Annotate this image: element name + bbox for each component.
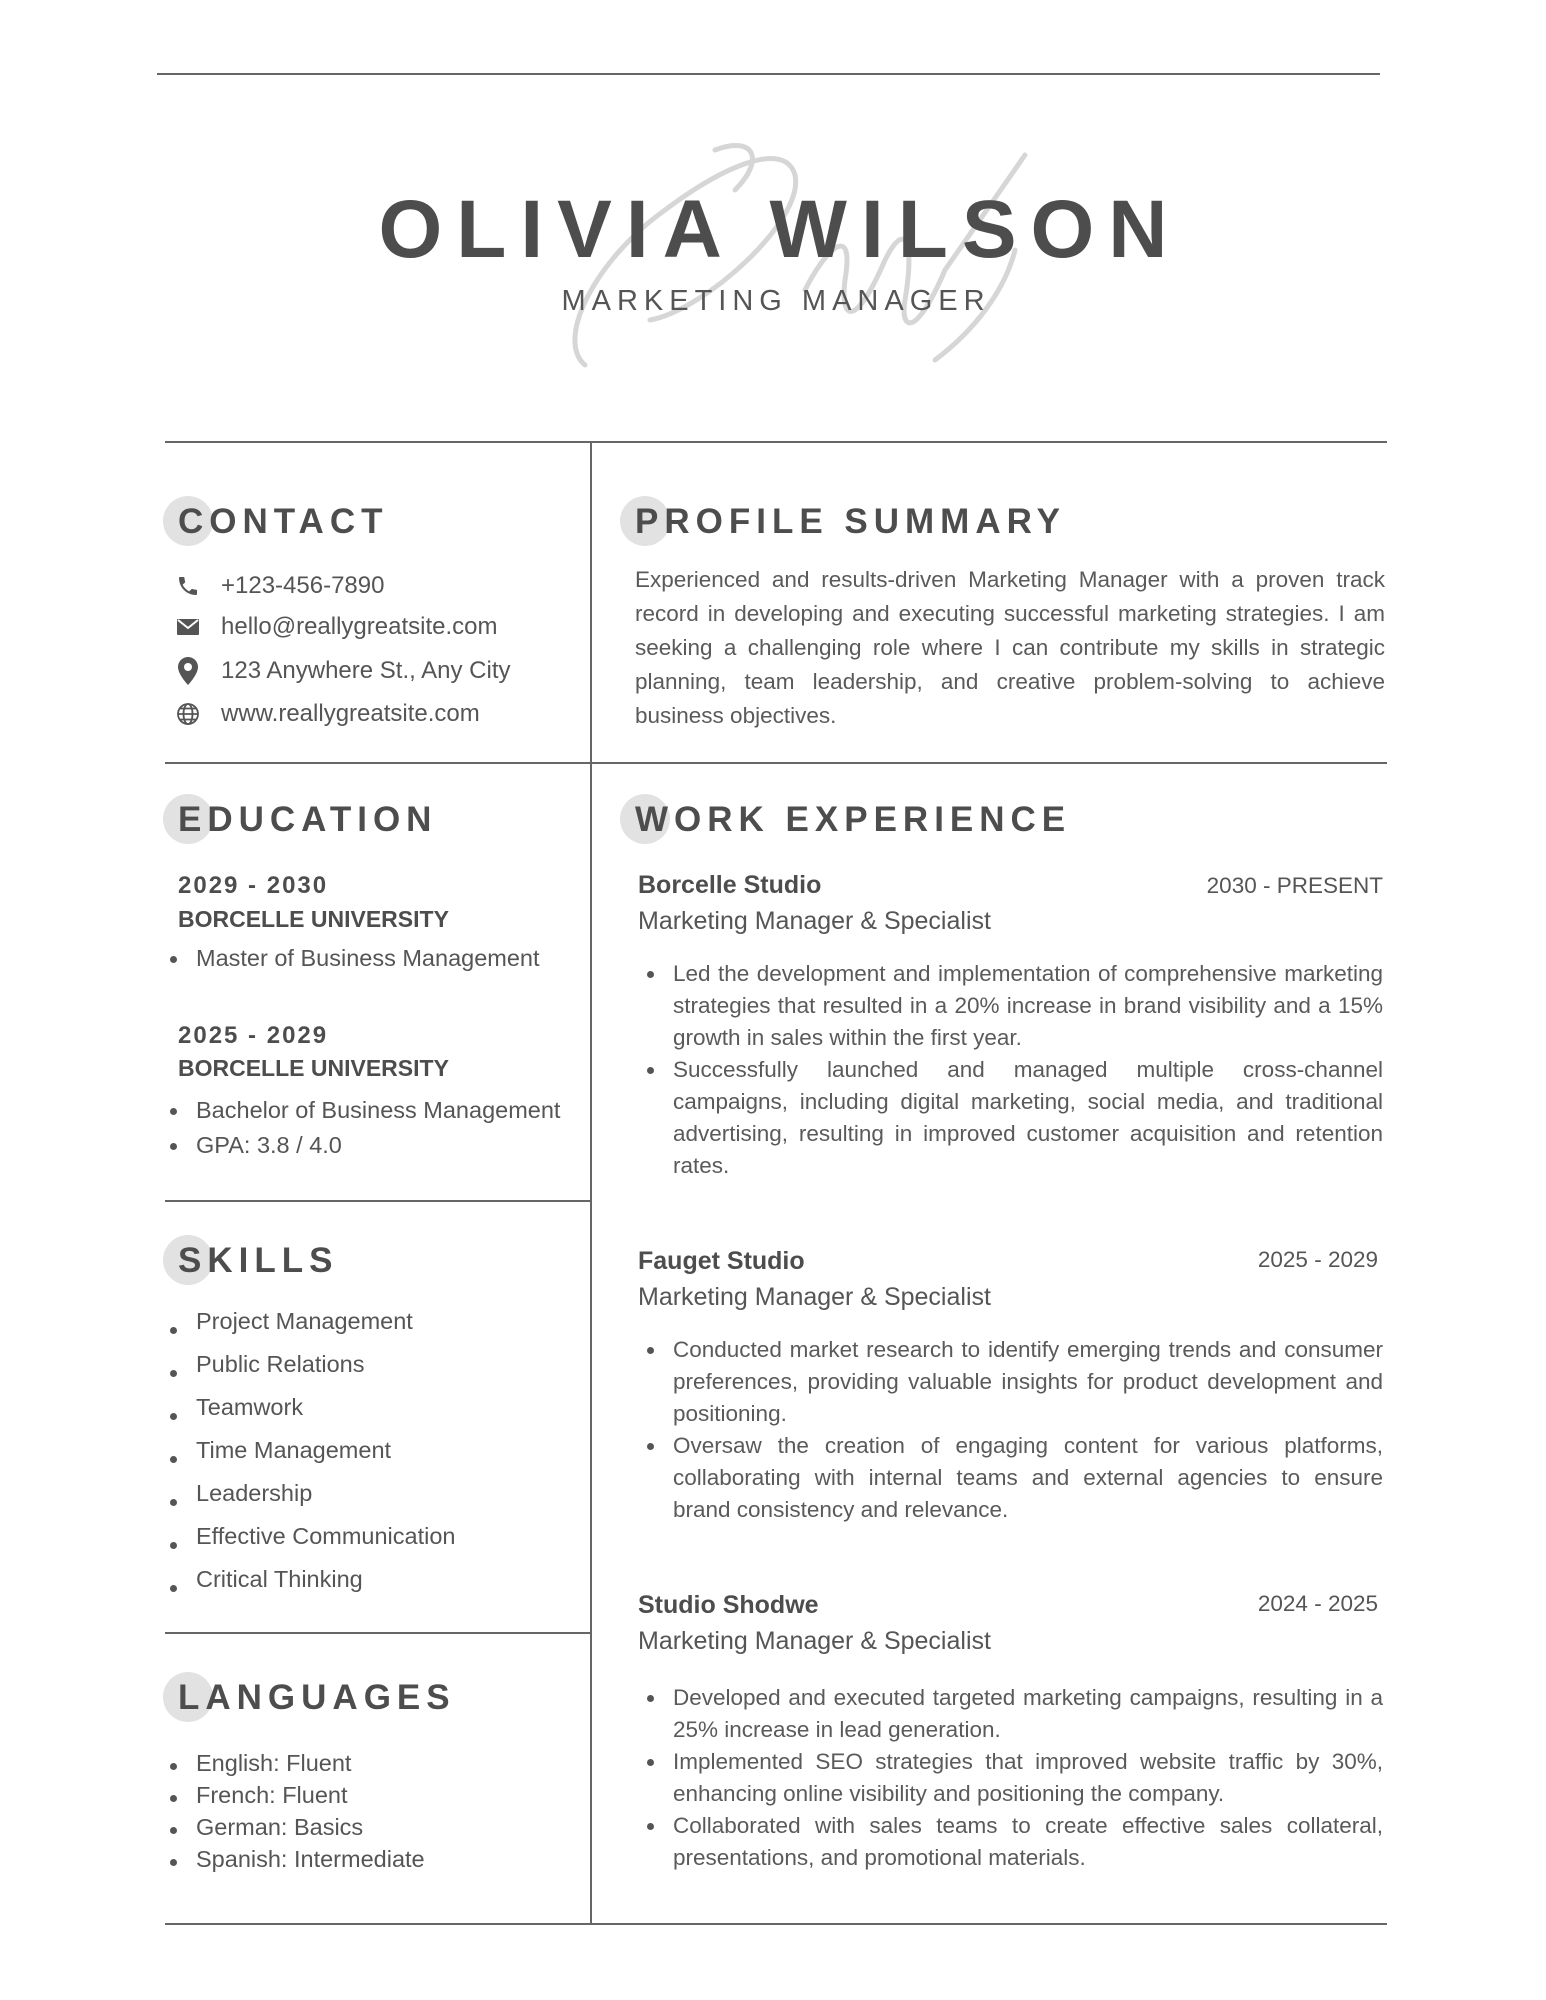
- contact-phone: [173, 570, 384, 602]
- list-item: Oversaw the creation of engaging content for various platforms, collaborating with internal teams and external agencies to ensure brand consistency and relevance.: [643, 1430, 1383, 1526]
- profile-summary-text: Experienced and results-driven Marketing Manager with a proven track record in developing and executing successful marketing strategies. I am seeking a challenging role where I can contribute my skills in strategic planning, team leadership, and creative problem-solving to achieve business objectives.: [635, 567, 1385, 728]
- contact-address-text: 123 Anywhere St., Any City: [221, 657, 511, 684]
- profile-heading: [635, 502, 1066, 542]
- list-item: Implemented SEO strategies that improved website traffic by 30%, enhancing online visibility and positioning the company.: [643, 1746, 1383, 1810]
- list-item: Public Relations: [166, 1351, 456, 1394]
- list-item: French: Fluent: [166, 1782, 425, 1814]
- job-company-2: Fauget Studio: [638, 1247, 805, 1275]
- education-years-1: 2029 - 2030: [178, 872, 329, 899]
- list-item: Leadership: [166, 1480, 456, 1523]
- list-item: Bachelor of Business Management: [166, 1097, 560, 1124]
- education-school-1: BORCELLE UNIVERSITY: [178, 906, 449, 932]
- bottom-rule: [165, 1923, 1387, 1925]
- list-item: Project Management: [166, 1308, 456, 1351]
- job-dates-1: 2030 - PRESENT: [1206, 873, 1383, 898]
- education-heading-text: EDUCATION: [178, 800, 438, 839]
- job-title: MARKETING MANAGER: [561, 285, 991, 317]
- job-dates-2: 2025 - 2029: [1257, 1247, 1378, 1272]
- contact-phone-text: +123-456-7890: [221, 572, 385, 599]
- contact-website: [173, 698, 480, 730]
- list-item: Critical Thinking: [166, 1566, 456, 1609]
- contact-email-text: hello@reallygreatsite.com: [221, 613, 498, 640]
- languages-heading-text: LANGUAGES: [178, 1678, 456, 1717]
- list-item: English: Fluent: [166, 1750, 425, 1782]
- skills-heading: [178, 1241, 338, 1281]
- list-item: GPA: 3.8 / 4.0: [166, 1132, 560, 1159]
- work-heading: [635, 800, 1071, 840]
- education-years-2: 2025 - 2029: [178, 1022, 329, 1049]
- list-item: Conducted market research to identify emerging trends and consumer preferences, providing valuable insights for product development and positioning.: [643, 1334, 1383, 1430]
- column-divider: [590, 441, 592, 1924]
- contact-email: [173, 611, 497, 643]
- globe-icon: [173, 699, 203, 729]
- row-rule-education: [165, 1200, 592, 1202]
- list-item: Developed and executed targeted marketing campaigns, resulting in a 25% increase in lead generation.: [643, 1682, 1383, 1746]
- languages-list: [166, 1750, 425, 1878]
- contact-heading-text: CONTACT: [178, 502, 389, 541]
- list-item: Effective Communication: [166, 1523, 456, 1566]
- skills-list: [166, 1308, 456, 1609]
- work-heading-text: WORK EXPERIENCE: [635, 800, 1072, 839]
- mail-icon: [173, 612, 203, 642]
- job-bullets-2: [643, 1334, 1383, 1526]
- job-dates-3: 2024 - 2025: [1257, 1591, 1378, 1616]
- job-company-1: Borcelle Studio: [638, 871, 822, 899]
- job-company-3: Studio Shodwe: [638, 1591, 819, 1619]
- list-item: Teamwork: [166, 1394, 456, 1437]
- contact-address: [173, 655, 511, 687]
- education-school-2: BORCELLE UNIVERSITY: [178, 1055, 449, 1081]
- phone-icon: [173, 571, 203, 601]
- education-details-2: [166, 1097, 560, 1159]
- languages-heading: [178, 1678, 456, 1718]
- job-role-1: Marketing Manager & Specialist: [638, 907, 991, 935]
- top-rule: [157, 73, 1380, 75]
- job-role-3: Marketing Manager & Specialist: [638, 1627, 991, 1655]
- list-item: Spanish: Intermediate: [166, 1846, 425, 1878]
- skills-heading-text: SKILLS: [178, 1241, 339, 1280]
- list-item: Time Management: [166, 1437, 456, 1480]
- row-rule-1: [165, 762, 1387, 764]
- job-bullets-1: [643, 958, 1383, 1182]
- list-item: German: Basics: [166, 1814, 425, 1846]
- location-pin-icon: [173, 656, 203, 686]
- list-item: Led the development and implementation of comprehensive marketing strategies that resulted in a 20% increase in brand visibility and a 15% growth in sales within the first year.: [643, 958, 1383, 1054]
- list-item: Master of Business Management: [166, 945, 540, 972]
- job-bullets-3: [643, 1682, 1383, 1874]
- job-role-2: Marketing Manager & Specialist: [638, 1283, 991, 1311]
- contact-website-text: www.reallygreatsite.com: [221, 700, 480, 727]
- education-heading: [178, 800, 437, 840]
- list-item: Collaborated with sales teams to create effective sales collateral, presentations, and promotional materials.: [643, 1810, 1383, 1874]
- contact-heading: [178, 502, 389, 542]
- grid-top-rule: [165, 441, 1387, 443]
- candidate-name: OLIVIA WILSON: [378, 184, 1182, 275]
- education-details-1: [166, 945, 540, 972]
- list-item: Successfully launched and managed multiple cross-channel campaigns, including digital marketing, social media, and traditional advertising, resulting in improved customer acquisition and retention rates.: [643, 1054, 1383, 1182]
- profile-heading-text: PROFILE SUMMARY: [635, 502, 1066, 541]
- row-rule-skills: [165, 1632, 592, 1634]
